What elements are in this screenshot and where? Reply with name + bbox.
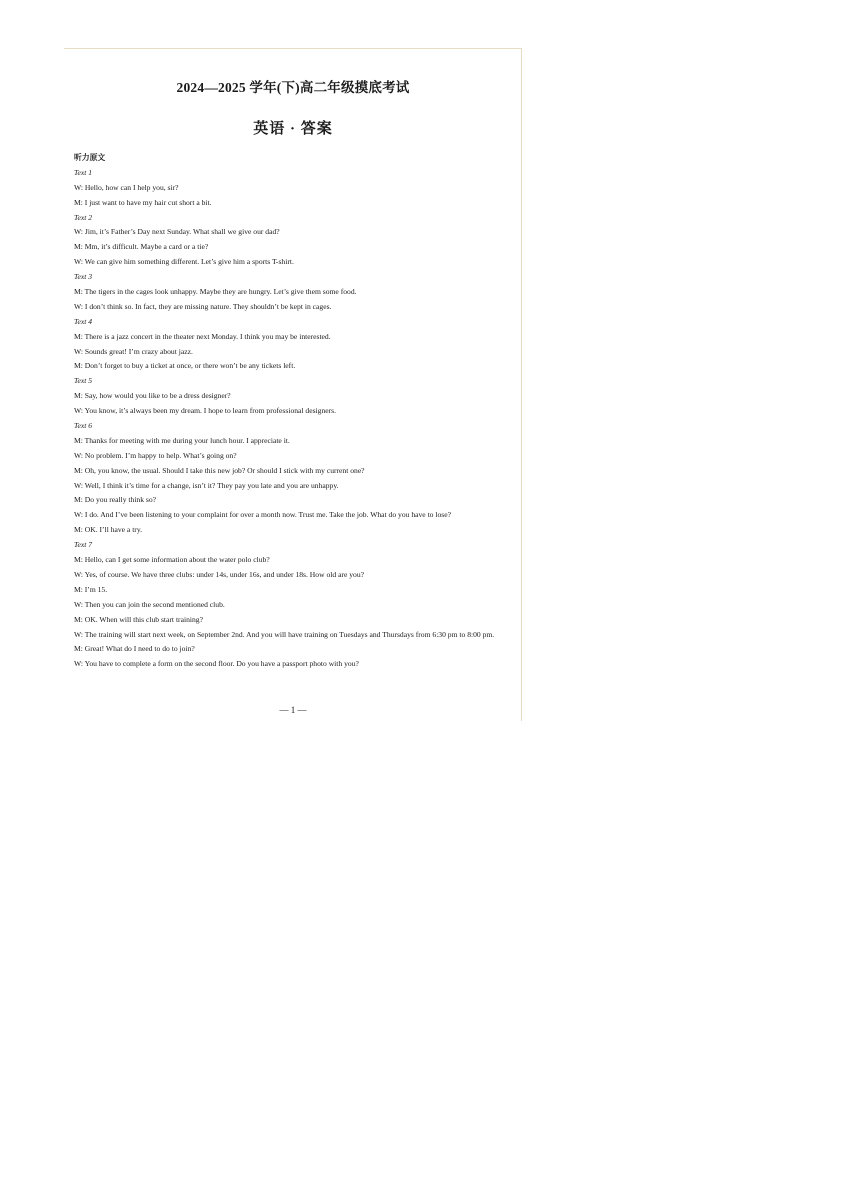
text-label: Text 6 [74, 421, 93, 431]
exam-title: 2024—2025 学年(下)高二年级摸底考试 [176, 80, 410, 95]
text-label: Text 5 [74, 376, 93, 386]
dialogue-line: M: Mm, it’s difficult. Maybe a card or a tie? [74, 242, 209, 252]
dialogue-line: W: Then you can join the second mentioned club. [74, 599, 225, 609]
dialogue-line: W: I do. And I’ve been listening to your complaint for over a month now. Trust me. Take the job. What do you have to lose? [74, 510, 451, 520]
page-number: — 1 — [279, 705, 307, 715]
dialogue-line: W: Well, I think it’s time for a change, isn’t it? They pay you late and you are unhappy. [74, 480, 339, 490]
dialogue-line: M: Say, how would you like to be a dress designer? [74, 391, 231, 401]
dialogue-line: W: Yes, of course. We have three clubs: under 14s, under 16s, and under 18s. How old are you? [74, 569, 364, 579]
dialogue-line: W: Hello, how can I help you, sir? [74, 182, 179, 192]
dialogue-line: W: Jim, it’s Father’s Day next Sunday. What shall we give our dad? [74, 227, 280, 237]
dialogue-line: M: Do you really think so? [74, 495, 157, 505]
listening-transcript [74, 151, 514, 672]
text-label: Text 1 [74, 167, 93, 177]
dialogue-line: M: I just want to have my hair cut short a bit. [74, 197, 212, 207]
dialogue-line: M: OK. I’ll have a try. [74, 525, 143, 535]
dialogue-line: M: Thanks for meeting with me during your lunch hour. I appreciate it. [74, 435, 290, 445]
text-label: Text 4 [74, 316, 93, 326]
dialogue-line: W: You have to complete a form on the second floor. Do you have a passport photo with you? [74, 659, 359, 669]
dialogue-line: M: Great! What do I need to do to join? [74, 644, 195, 654]
answer-subtitle: 英语 · 答案 [253, 121, 333, 137]
dialogue-line: M: Hello, can I get some information about the water polo club? [74, 555, 270, 565]
dialogue-line: M: The tigers in the cages look unhappy. Maybe they are hungry. Let’s give them some food. [74, 287, 357, 297]
text-label: Text 2 [74, 212, 93, 222]
dialogue-line: M: Oh, you know, the usual. Should I take this new job? Or should I stick with my current one? [74, 465, 365, 475]
dialogue-line: M: There is a jazz concert in the theater next Monday. I think you may be interested. [74, 331, 331, 341]
dialogue-line: W: No problem. I’m happy to help. What’s going on? [74, 450, 237, 460]
dialogue-line: W: The training will start next week, on September 2nd. And you will have training on Tuesdays and Thursdays from 6:30 pm to 8:00 pm. [74, 629, 495, 639]
dialogue-line: W: Sounds great! I’m crazy about jazz. [74, 346, 193, 356]
dialogue-line: M: I’m 15. [74, 584, 108, 594]
text-label: Text 3 [74, 272, 93, 282]
dialogue-line: W: You know, it’s always been my dream. I hope to learn from professional designers. [74, 406, 336, 416]
text-label: Text 7 [74, 540, 93, 550]
dialogue-line: W: We can give him something different. Let’s give him a sports T-shirt. [74, 257, 294, 267]
section-heading: 听力原文 [74, 153, 106, 162]
dialogue-line: M: Don’t forget to buy a ticket at once, or there won’t be any tickets left. [74, 361, 296, 371]
dialogue-line: W: I don’t think so. In fact, they are missing nature. They shouldn’t be kept in cages. [74, 301, 332, 311]
dialogue-line: M: OK. When will this club start training? [74, 614, 203, 624]
